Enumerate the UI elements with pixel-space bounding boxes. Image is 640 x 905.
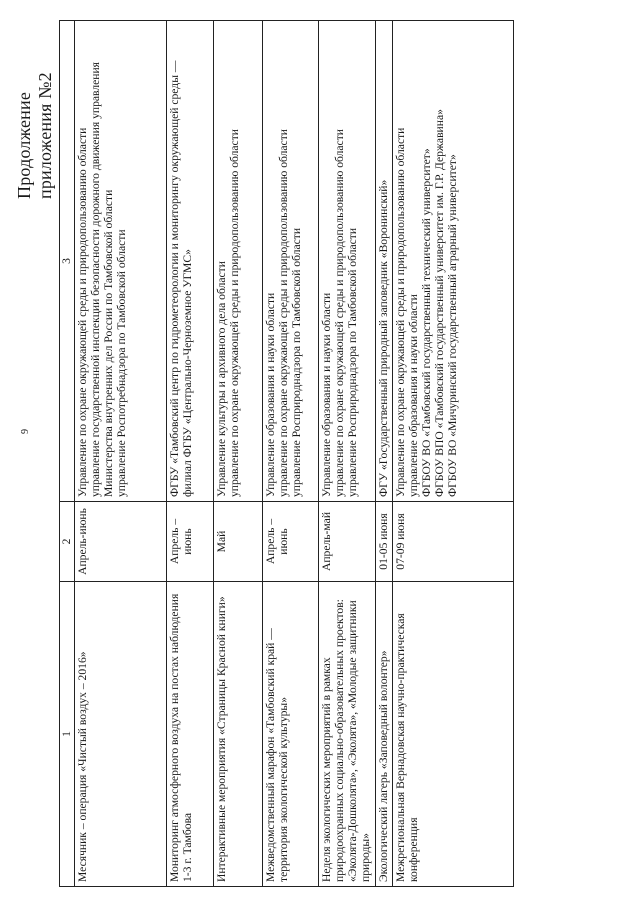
organizers-cell — [393, 21, 514, 502]
organizers-cell — [319, 21, 376, 502]
table-row — [319, 21, 376, 887]
event-cell: Интерактивные мероприятия «Страницы Красной книги» — [214, 582, 263, 887]
organizer-line: Управление по охране окружающей среды и природопользованию области — [76, 127, 89, 497]
organizer-line: ФГБОУ ВО «Тамбовский государственный технический университет» — [420, 148, 434, 497]
organizers-cell — [376, 21, 393, 502]
organizer-line: ФГБУ «Тамбовский центр по гидрометеорологии и мониторингу окружающей среды — филиал ФГБУ «Центрально-Черноземное УГМС» — [168, 60, 195, 497]
organizers-cell — [214, 21, 263, 502]
organizer-line: Управление культуры и архивного дела области — [215, 261, 228, 497]
appendix-title: Продолжение приложения №2 — [14, 72, 55, 199]
column-header: 3 — [60, 21, 75, 502]
table-row — [376, 21, 393, 887]
period-cell: Апрель –июнь — [167, 502, 214, 582]
period-cell: 07-09 июня — [393, 502, 514, 582]
organizer-line: Управление образования и науки области — [264, 292, 277, 497]
organizer-line: ФГБОУ ВПО «Тамбовский государственный университет им. Г.Р. Державина» — [433, 109, 447, 497]
organizer-line: управление по охране окружающей среды и природопользованию области — [333, 129, 347, 497]
period-cell: Май — [214, 502, 263, 582]
organizer-line: управление по охране окружающей среды и природопользованию области — [228, 129, 242, 497]
organizers-cell — [263, 21, 319, 502]
event-cell: Мониторинг атмосферного воздуха на постах наблюдения 1-3 г. Тамбова — [167, 582, 214, 887]
table-row — [393, 21, 514, 887]
organizer-line: управление государственной инспекции безопасности дорожного движения управления Министерства внутренних дел России по Тамбовской области — [89, 61, 116, 497]
header-row — [60, 21, 75, 887]
organizer-line: управление по охране окружающей среды и природопользованию области — [277, 129, 291, 497]
page-number: 9 — [20, 429, 31, 434]
event-cell: Месячник – операция «Чистый воздух – 2016» — [75, 582, 167, 887]
event-cell: Межрегиональная Вернадовская научно-практическая конференция — [393, 582, 514, 887]
column-header: 1 — [60, 582, 75, 887]
period-cell: 01-05 июня — [376, 502, 393, 582]
events-table — [59, 20, 514, 887]
organizer-line: управление образования и науки области — [407, 294, 421, 497]
organizers-cell — [167, 21, 214, 502]
table-row — [167, 21, 214, 887]
organizer-line: ФГУ «Государственный природный заповедник «Воронинский» — [377, 179, 390, 497]
organizer-line: управление Росприроднадзора по Тамбовской области — [346, 227, 360, 497]
table-row — [214, 21, 263, 887]
table-row — [263, 21, 319, 887]
period-cell: Апрель-июнь — [75, 502, 167, 582]
event-cell: Неделя экологических мероприятий в рамках природоохранных социально-образовательных проектов: «Эколята-Дошколята», «Эколята», «Молодые защитники природы» — [319, 582, 376, 887]
organizer-line: управление Роспотребнадзора по Тамбовской области — [115, 229, 129, 497]
organizer-line: управление Росприроднадзора по Тамбовской области — [290, 227, 304, 497]
event-cell: Экологический лагерь «Заповедный волонтер» — [376, 582, 393, 887]
organizer-line: Управление по охране окружающей среды и природопользованию области — [394, 127, 407, 497]
organizers-cell — [75, 21, 167, 502]
organizer-line: Управление образования и науки области — [320, 292, 333, 497]
event-cell: Межведомственный марафон «Тамбовский край — территория экологической культуры» — [263, 582, 319, 887]
organizer-line: ФГБОУ ВО «Мичуринский государственный аграрный университет» — [446, 154, 460, 497]
column-header: 2 — [60, 502, 75, 582]
table-row — [75, 21, 167, 887]
period-cell: Апрель – июнь — [263, 502, 319, 582]
period-cell: Апрель-май — [319, 502, 376, 582]
